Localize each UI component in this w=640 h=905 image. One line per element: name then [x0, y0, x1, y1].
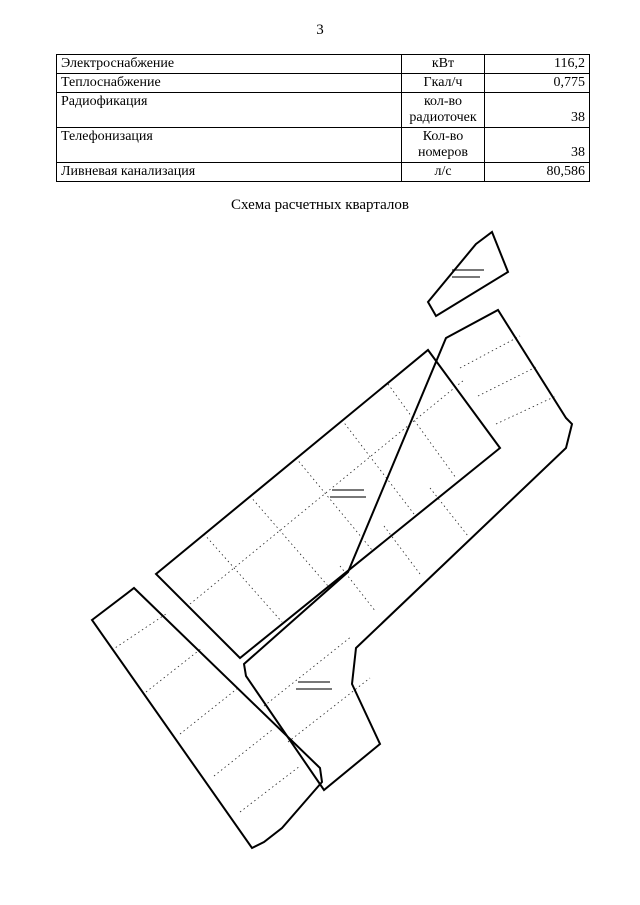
row-unit: Кол-во номеров: [402, 128, 485, 163]
row-name: Теплоснабжение: [57, 74, 402, 93]
row-name: Радиофикация: [57, 93, 402, 128]
row-name: Ливневая канализация: [57, 163, 402, 182]
scheme-title: Схема расчетных кварталов: [231, 197, 409, 213]
row-unit: л/с: [402, 163, 485, 182]
plan-block-north-wedge: [428, 232, 508, 316]
page-number: 3: [316, 22, 324, 38]
parcel-line: [388, 384, 456, 478]
row-value: 38: [485, 128, 590, 163]
parcel-line: [204, 534, 282, 622]
parcel-line: [112, 614, 166, 650]
parcel-line: [496, 396, 556, 424]
row-unit: кВт: [402, 55, 485, 74]
plan-block-west-strip: [92, 588, 322, 848]
parcel-line: [460, 336, 520, 368]
parcel-line: [296, 458, 372, 550]
row-value: 38: [485, 93, 590, 128]
parcel-line: [190, 380, 464, 604]
row-value: 0,775: [485, 74, 590, 93]
row-unit: Гкал/ч: [402, 74, 485, 93]
parcel-line: [214, 730, 272, 776]
plan-block-east-strip: [244, 310, 572, 790]
plan-block-central: [156, 350, 500, 658]
parcel-line: [264, 636, 352, 706]
row-unit: кол-во радиоточек: [402, 93, 485, 128]
row-name: Телефонизация: [57, 128, 402, 163]
parcel-line: [240, 766, 300, 812]
parcel-line: [478, 366, 538, 396]
parcel-line: [384, 526, 420, 574]
parcel-line: [180, 688, 238, 734]
row-value: 116,2: [485, 55, 590, 74]
row-value: 80,586: [485, 163, 590, 182]
parcel-line: [250, 496, 328, 586]
parcel-line: [430, 488, 468, 536]
parcel-line: [146, 648, 202, 692]
row-name: Электроснабжение: [57, 55, 402, 74]
parcel-line: [288, 678, 370, 742]
